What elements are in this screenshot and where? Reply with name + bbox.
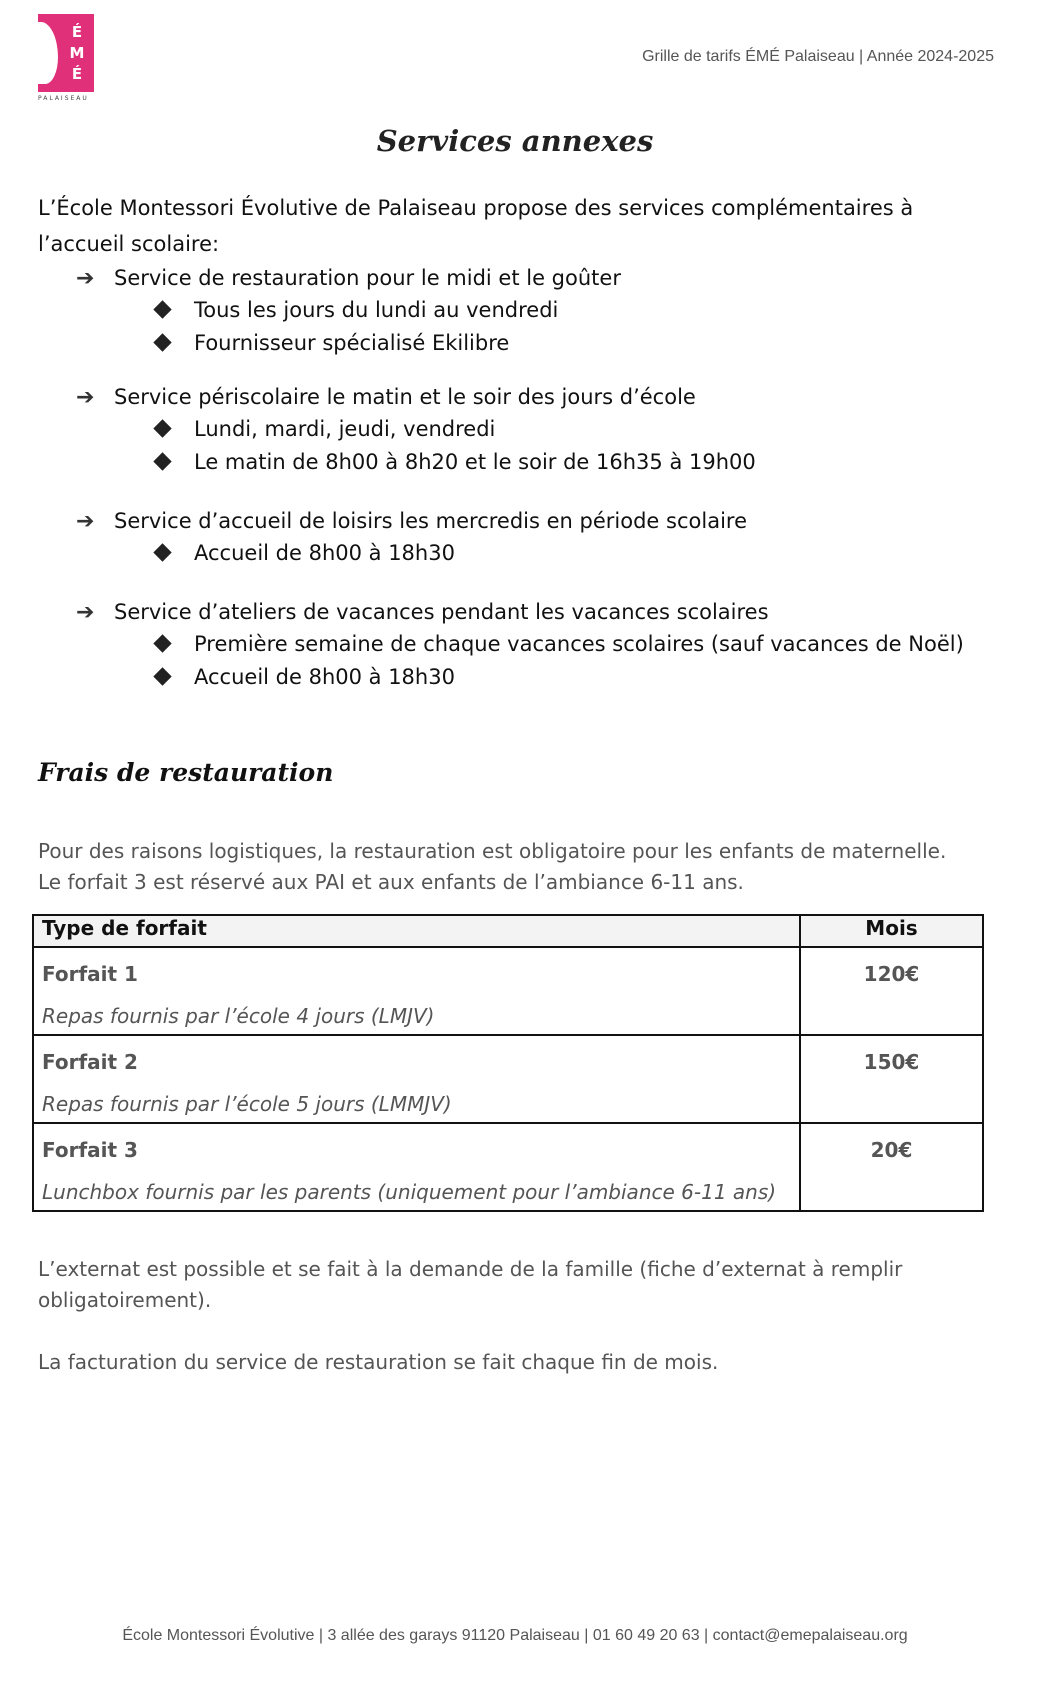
list-item: Accueil de 8h00 à 18h30 xyxy=(152,536,747,569)
school-logo xyxy=(38,14,100,104)
list-item: Accueil de 8h00 à 18h30 xyxy=(152,660,964,693)
forfait-name: Forfait 2 xyxy=(42,1050,138,1074)
forfait-desc: Repas fournis par l’école 4 jours (LMJV) xyxy=(42,1004,435,1028)
service-loisirs: ➔ Service d’accueil de loisirs les mercredis en période scolaire Accueil de 8h00 à 18h30 xyxy=(76,506,747,569)
forfait-name: Forfait 3 xyxy=(42,1138,138,1162)
diamond-bullet-icon xyxy=(153,333,171,351)
service-periscolaire: ➔ Service périscolaire le matin et le soir des jours d’école Lundi, mardi, jeudi, vendredi Le matin de 8h00 à 8h20 et le soir de 16h35 à 19h00 xyxy=(76,382,756,478)
logo-letters: É M É xyxy=(69,23,85,83)
forfait-price: 20€ xyxy=(870,1138,913,1162)
intro-paragraph: L’École Montessori Évolutive de Palaiseau propose des services complémentaires à l’accueil scolaire: xyxy=(38,196,914,256)
forfait-name: Forfait 1 xyxy=(42,962,138,986)
table-row xyxy=(33,1123,983,1211)
page-footer: École Montessori Évolutive | 3 allée des garays 91120 Palaiseau | 01 60 49 20 63 | contact@emepalaiseau.org xyxy=(122,1627,908,1644)
arrow-icon: ➔ xyxy=(76,384,95,410)
forfait-desc: Lunchbox fournis par les parents (uniquement pour l’ambiance 6-11 ans) xyxy=(42,1180,777,1204)
section-title-restauration: Frais de restauration xyxy=(38,758,334,787)
table-row xyxy=(33,947,983,1035)
list-item: Tous les jours du lundi au vendredi xyxy=(152,293,621,326)
service-restauration: ➔ Service de restauration pour le midi et le goûter Tous les jours du lundi au vendredi Fournisseur spécialisé Ekilibre xyxy=(76,263,621,359)
column-header-type: Type de forfait xyxy=(33,915,800,947)
externat-paragraph: L’externat est possible et se fait à la demande de la famille (fiche d’externat à remplir obligatoirement). xyxy=(38,1257,903,1312)
page-title: Services annexes xyxy=(376,124,654,158)
diamond-bullet-icon xyxy=(153,419,171,437)
header-text: Grille de tarifs ÉMÉ Palaiseau | Année 2024-2025 xyxy=(642,48,994,65)
diamond-bullet-icon xyxy=(153,667,171,685)
logo-mark xyxy=(38,14,94,92)
arrow-icon: ➔ xyxy=(76,508,95,534)
list-item: Lundi, mardi, jeudi, vendredi xyxy=(152,412,756,445)
list-item: Fournisseur spécialisé Ekilibre xyxy=(152,326,621,359)
diamond-bullet-icon xyxy=(153,543,171,561)
facturation-paragraph: La facturation du service de restauration se fait chaque fin de mois. xyxy=(38,1350,719,1374)
forfait-desc: Repas fournis par l’école 5 jours (LMMJV) xyxy=(42,1092,452,1116)
list-item: Première semaine de chaque vacances scolaires (sauf vacances de Noël) xyxy=(152,627,964,660)
profile-silhouette-icon xyxy=(38,22,58,84)
arrow-icon: ➔ xyxy=(76,599,95,625)
diamond-bullet-icon xyxy=(153,634,171,652)
forfait-price: 150€ xyxy=(863,1050,920,1074)
table-header-row xyxy=(33,915,983,947)
list-item: Le matin de 8h00 à 8h20 et le soir de 16h35 à 19h00 xyxy=(152,445,756,478)
table-row xyxy=(33,1035,983,1123)
column-header-mois: Mois xyxy=(800,915,983,947)
logo-city: PALAISEAU xyxy=(38,95,89,102)
diamond-bullet-icon xyxy=(153,452,171,470)
service-ateliers: ➔ Service d’ateliers de vacances pendant les vacances scolaires Première semaine de chaque vacances scolaires (sauf vacances de Noël) Accueil de 8h00 à 18h30 xyxy=(76,597,964,693)
restauration-note: Pour des raisons logistiques, la restauration est obligatoire pour les enfants de maternelle. Le forfait 3 est réservé aux PAI et aux enfants de l’ambiance 6-11 ans. xyxy=(38,839,947,894)
arrow-icon: ➔ xyxy=(76,265,95,291)
diamond-bullet-icon xyxy=(153,300,171,318)
tarifs-table xyxy=(32,914,984,1212)
forfait-price: 120€ xyxy=(863,962,920,986)
